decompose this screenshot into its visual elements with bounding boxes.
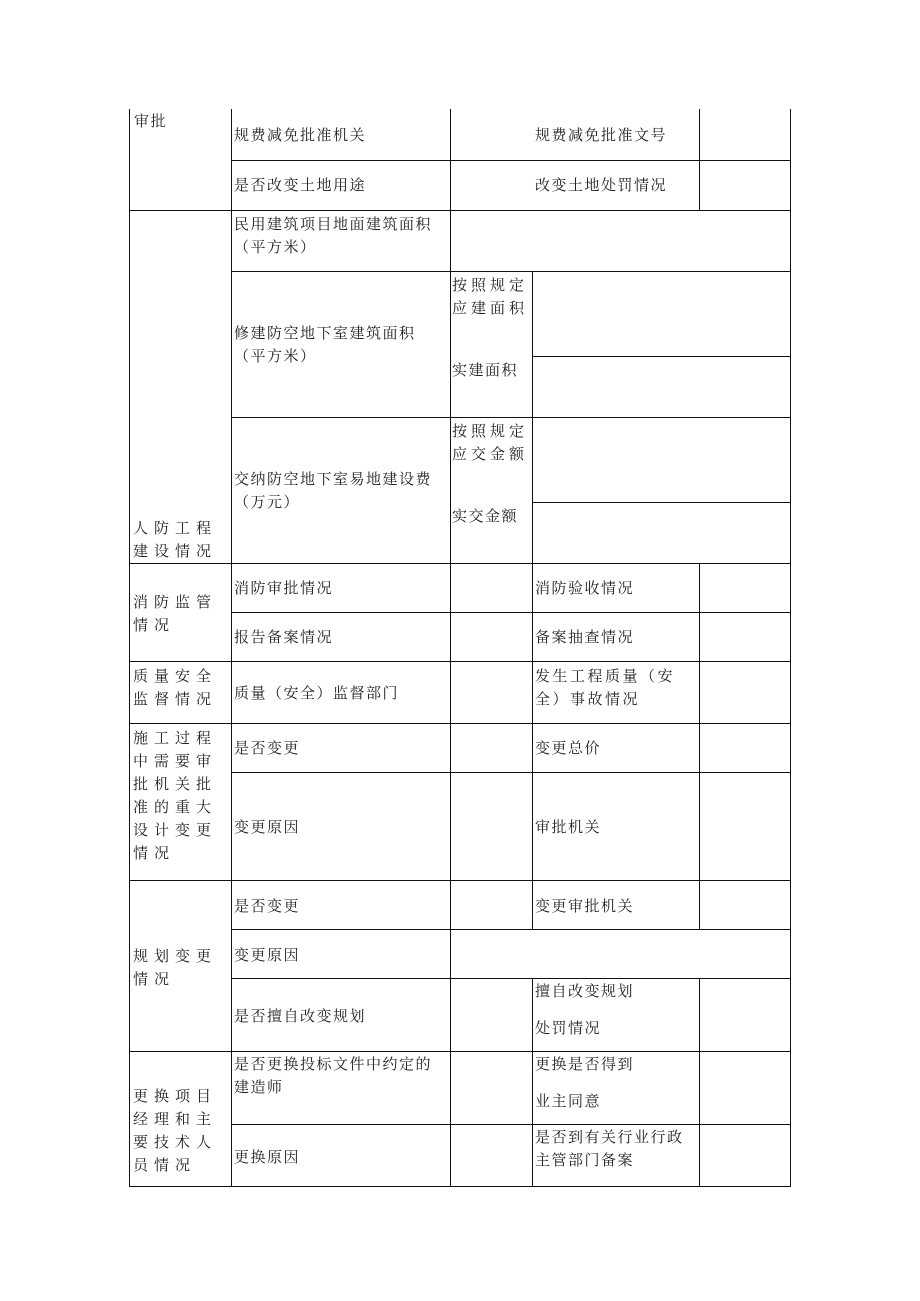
fire-approval-label: 消防审批情况 [234,579,334,597]
penalty-label-line1: 擅自改变规划 [535,982,635,1000]
section-label-design-change: 施工过程中需要审批机关批准的重大设计变更情况 [133,729,218,862]
section-label-personnel: 更换项目经理和主要技术人员情况 [133,1087,218,1174]
unauthorized-change-label: 是否擅自改变规划 [234,1007,367,1025]
replaced-builder-label: 是否更换投标文件中约定的建造师 [234,1055,433,1096]
fee-doc-no-label: 规费减免批准文号 [535,126,668,144]
owner-consent-line1: 更换是否得到 [535,1055,635,1073]
planning-changed-label: 是否变更 [234,897,301,915]
required-amount-label: 按照规定应交金额 [452,422,529,463]
land-penalty-label: 改变土地处罚情况 [535,176,668,194]
replace-reason-label: 更换原因 [234,1148,301,1166]
planning-authority-label: 变更审批机关 [535,897,635,915]
actual-area-label: 实建面积 [452,361,519,379]
section-label-quality: 质量安全监督情况 [133,667,218,708]
ground-area-label: 民用建筑项目地面建筑面积（平方米） [234,215,433,256]
filed-label: 是否到有关行业行政主管部门备案 [535,1128,684,1169]
fire-acceptance-label: 消防验收情况 [535,579,635,597]
filing-label: 报告备案情况 [234,628,334,646]
section-label-civil-defense: 人防工程建设情况 [133,519,218,560]
design-reason-label: 变更原因 [234,818,301,836]
owner-consent-line2: 业主同意 [535,1092,602,1110]
quality-department-label: 质量（安全）监督部门 [234,684,400,702]
actual-amount-label: 实交金额 [452,507,519,525]
section-label-approval: 审批 [134,112,168,130]
land-change-label: 是否改变土地用途 [234,176,367,194]
penalty-label-line2: 处罚情况 [535,1019,602,1037]
design-changed-label: 是否变更 [234,739,301,757]
section-label-fire: 消防监管情况 [133,593,218,634]
design-total-price-label: 变更总价 [535,739,602,757]
design-authority-label: 审批机关 [535,818,602,836]
basement-area-label: 修建防空地下室建筑面积（平方米） [234,324,416,365]
required-area-label: 按照规定应建面积 [452,276,529,317]
spot-check-label: 备案抽查情况 [535,628,635,646]
quality-accidents-label: 发生工程质量（安全）事故情况 [535,667,676,708]
planning-reason-label: 变更原因 [234,946,301,964]
fee-paid-label: 交纳防空地下室易地建设费（万元） [234,470,433,511]
fee-authority-label: 规费减免批准机关 [234,126,367,144]
section-label-planning-change: 规划变更情况 [133,947,218,988]
